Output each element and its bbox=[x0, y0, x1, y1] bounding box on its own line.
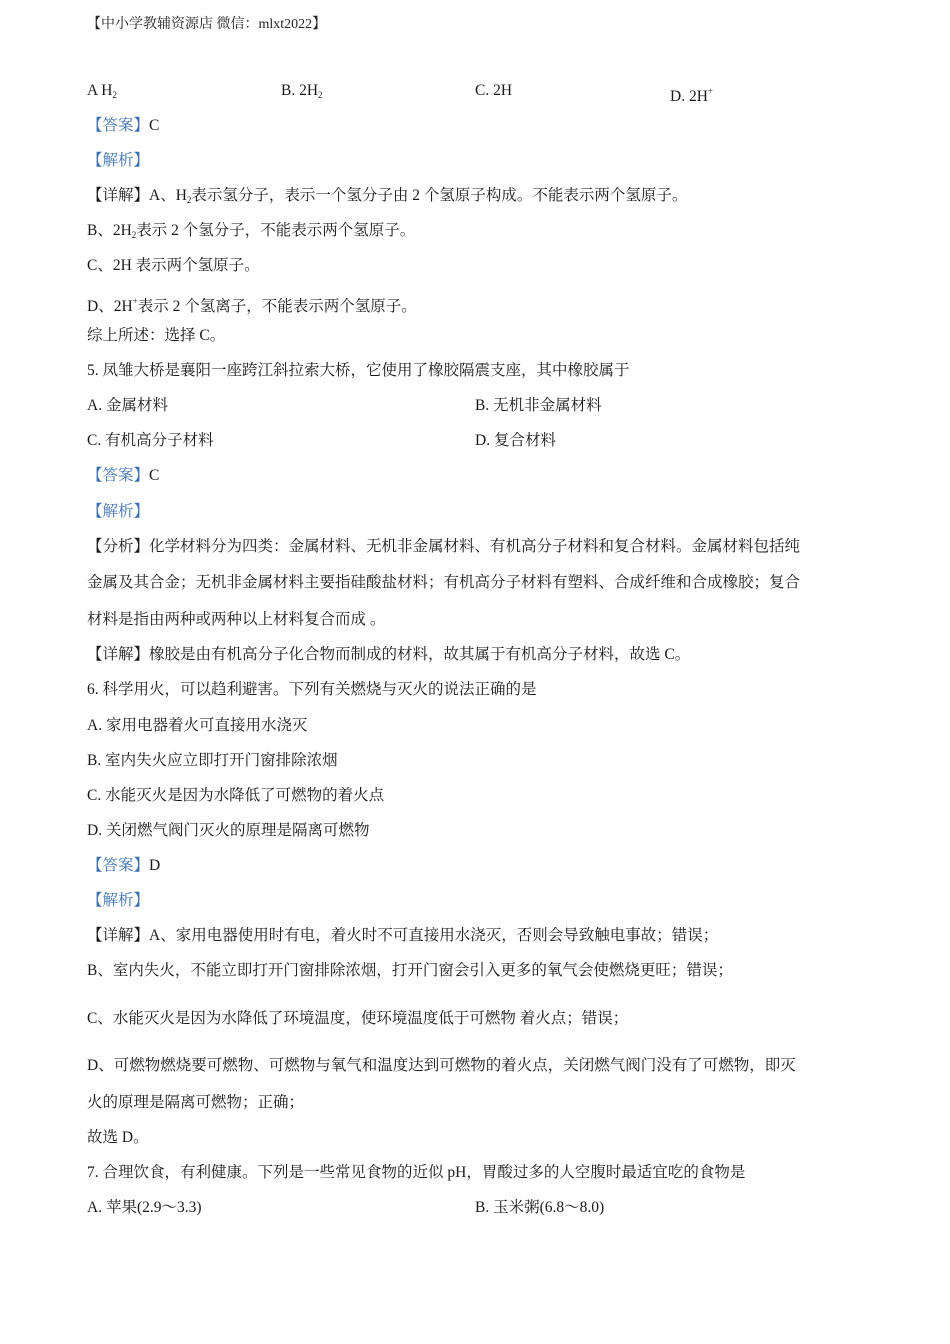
q5-option-c: C. 有机高分子材料 bbox=[87, 432, 214, 449]
q6-option-a: A. 家用电器着火可直接用水浇灭 bbox=[87, 717, 308, 734]
page-header: 【中小学教辅资源店 微信：mlxt2022】 bbox=[87, 17, 327, 32]
q6-answer: 【答案】D bbox=[87, 857, 161, 874]
q7-option-a: A. 苹果(2.9～3.3) bbox=[87, 1199, 202, 1216]
q5-detail: 【详解】橡胶是由有机高分子化合物而制成的材料，故其属于有机高分子材料，故选 C。 bbox=[87, 646, 691, 663]
q6-summary: 故选 D。 bbox=[87, 1129, 149, 1146]
q5-analysis-3: 材料是指由两种或两种以上材料复合而成 。 bbox=[87, 611, 386, 628]
q6-detail-b: B、室内失火，不能立即打开门窗排除浓烟，打开门窗会引入更多的氧气会使燃烧更旺；错误； bbox=[87, 962, 733, 979]
q4-option-d: D. 2H+ bbox=[670, 86, 713, 105]
q5-answer: 【答案】C bbox=[87, 467, 160, 484]
q5-question: 5. 凤雏大桥是襄阳一座跨江斜拉索大桥，它使用了橡胶隔震支座，其中橡胶属于 bbox=[87, 362, 630, 379]
q4-option-a: A $H_2$ bbox=[87, 82, 117, 100]
q6-analysis-tag: 【解析】 bbox=[87, 892, 150, 909]
q6-option-c: C. 水能灭火是因为水降低了可燃物的着火点 bbox=[87, 787, 385, 804]
q4-answer: 【答案】C bbox=[87, 117, 160, 134]
q6-detail-d2: 火的原理是隔离可燃物；正确； bbox=[87, 1094, 305, 1111]
q5-option-a: A. 金属材料 bbox=[87, 397, 168, 414]
q6-detail-d1: D、可燃物燃烧要可燃物、可燃物与氧气和温度达到可燃物的着火点，关闭燃气阀门没有了可燃物，即灭 bbox=[87, 1057, 796, 1074]
q6-detail-a: 【详解】A、家用电器使用时有电，着火时不可直接用水浇灭，否则会导致触电事故；错误； bbox=[87, 927, 719, 944]
q4-analysis-tag: 【解析】 bbox=[87, 152, 150, 169]
q4-detail-1: 【详解】A、$H_2$表示氢分子，表示一个氢分子由 2 个氢原子构成。不能表示两个氢原子。 bbox=[87, 187, 688, 205]
q5-analysis-tag: 【解析】 bbox=[87, 503, 150, 520]
q4-detail-2: B、$2H_2$表示 2 个氢分子，不能表示两个氢原子。 bbox=[87, 222, 416, 240]
q4-summary: 综上所述：选择 C。 bbox=[87, 327, 226, 344]
q6-option-d: D. 关闭燃气阀门灭火的原理是隔离可燃物 bbox=[87, 822, 370, 839]
q4-option-b: B. $2H_2$ bbox=[281, 82, 323, 100]
q4-detail-4: D、2H+表示 2 个氢离子，不能表示两个氢原子。 bbox=[87, 296, 417, 315]
q5-option-b: B. 无机非金属材料 bbox=[475, 397, 602, 414]
q4-detail-3: C、2H 表示两个氢原子。 bbox=[87, 257, 260, 274]
q4-option-c: C. 2H bbox=[475, 82, 513, 99]
q7-option-b: B. 玉米粥(6.8～8.0) bbox=[475, 1199, 605, 1216]
q5-analysis-1: 【分析】化学材料分为四类：金属材料、无机非金属材料、有机高分子材料和复合材料。金属材料包括纯 bbox=[87, 538, 801, 555]
q5-analysis-2: 金属及其合金；无机非金属材料主要指硅酸盐材料；有机高分子材料有塑料、合成纤维和合成橡胶；复合 bbox=[87, 574, 801, 591]
q6-option-b: B. 室内失火应立即打开门窗排除浓烟 bbox=[87, 752, 338, 769]
q5-option-d: D. 复合材料 bbox=[475, 432, 556, 449]
q6-detail-c: C、水能灭火是因为水降低了环境温度，使环境温度低于可燃物 着火点；错误； bbox=[87, 1010, 629, 1027]
q7-question: 7. 合理饮食，有利健康。下列是一些常见食物的近似 pH，胃酸过多的人空腹时最适宜吃的食物是 bbox=[87, 1164, 746, 1181]
q6-question: 6. 科学用火，可以趋利避害。下列有关燃烧与灭火的说法正确的是 bbox=[87, 681, 537, 698]
